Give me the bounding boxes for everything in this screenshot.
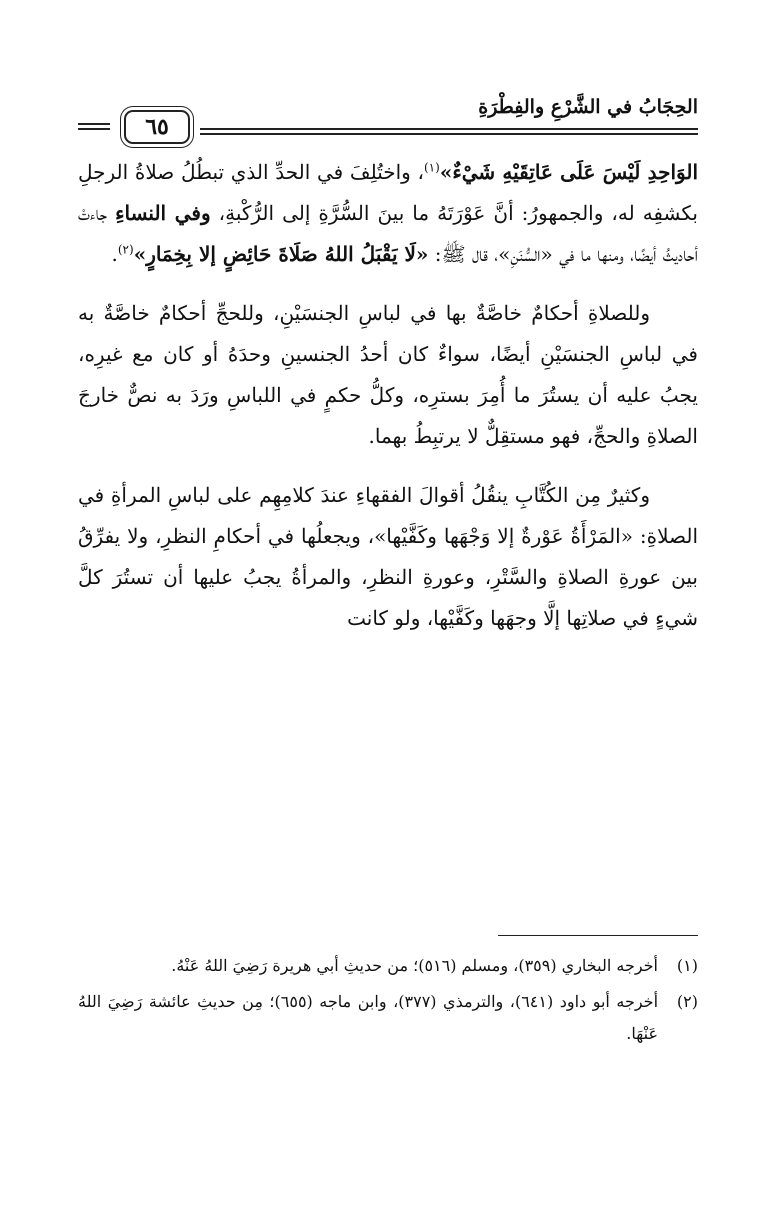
- footnote-separator: [498, 935, 698, 936]
- emphasis-text: الوَاحِدِ لَيْسَ عَلَى عَاتِقَيْهِ شَيْءٌ»: [439, 160, 699, 184]
- page-header: [78, 92, 698, 144]
- body-text: وللصلاةِ أحكامٌ خاصَّةٌ بها في لباسِ الجنسَيْنِ، وللحجِّ أحكامٌ خاصَّةٌ به في لباسِ الجنسَيْنِ أيضًا، سواءٌ كان أحدُ الجنسينِ وحدَهُ أو كان مع غيرِه، يجبُ عليه أن يستُرَ ما أُمِرَ بسترِه، وكلُّ حكمٍ في اللباسِ ورَدَ به نصٌّ خارجَ الصلاةِ والحجِّ، فهو مستقِلٌّ لا يرتبِطُ بهما.: [78, 301, 698, 448]
- emphasis-text: وفي النساءِ: [115, 201, 211, 225]
- footnote-1: [78, 950, 698, 982]
- footnote-2: [78, 986, 698, 1050]
- footnote-number: (١): [676, 956, 698, 975]
- footnote-text: أخرجه أبو داود (٦٤١)، والترمذي (٣٧٧)، وابن ماجه (٦٥٥)؛ مِن حديثِ عائشة رَضِيَ اللهُ عَنْهَا.: [78, 992, 659, 1043]
- emphasis-text: «لَا يَقْبَلُ اللهُ صَلَاةَ حَائِضٍ إلا بِخِمَارٍ»: [133, 242, 429, 266]
- main-text: [78, 152, 698, 657]
- footnotes: [78, 950, 698, 1054]
- paragraph-3: [78, 475, 698, 639]
- body-text: ، واختُلِفَ في الحدِّ الذي تبطُلُ صلاةُ الرجلِ بكشفِه له، والجمهورُ: أنَّ عَوْرَتَهُ ما بينَ السُّرَّةِ إلى الرُّكْبةِ،: [78, 160, 698, 225]
- header-rule-right-bottom: [200, 133, 698, 135]
- footnote-ref: (٢): [117, 242, 134, 257]
- header-rule-right-top: [200, 128, 698, 130]
- footnote-number: (٢): [676, 992, 698, 1011]
- footnote-text: أخرجه البخاري (٣٥٩)، ومسلم (٥١٦)؛ من حديثِ أبي هريرة رَضِيَ اللهُ عَنْهُ.: [171, 956, 658, 975]
- paragraph-1: [78, 152, 698, 275]
- footnote-ref: (١): [423, 160, 440, 175]
- body-text: .: [111, 242, 118, 266]
- body-text: جاءتْ أحاديثُ أيضًا، ومنها ما في «السُّنَنِ»، قال ﷺ:: [78, 201, 698, 266]
- page: [78, 0, 698, 1205]
- body-text: وكثيرٌ مِن الكُتَّابِ ينقُلُ أقوالَ الفقهاءِ عندَ كلامِهِم على لباسِ المرأةِ في الصلاةِ: «المَرْأَةُ عَوْرةٌ إلا وَجْهَها وكَفَّيْها»، ويجعلُها في أحكامِ النظرِ، ولا يفرِّقُ بين عورةِ الصلاةِ والسَّتْرِ، وعورةِ النظرِ، والمرأةُ يجبُ عليها أن تستُرَ كلَّ شيءٍ في صلاتِها إلَّا وجهَها وكَفَّيْها، ولو كانت: [78, 483, 698, 630]
- running-title: الحِجَابُ في الشَّرْعِ والفِطْرَةِ: [478, 96, 698, 118]
- header-rule-left-top: [78, 123, 110, 125]
- page-number: ٦٥: [124, 110, 190, 144]
- paragraph-2: [78, 293, 698, 457]
- header-rule-left-bottom: [78, 128, 110, 130]
